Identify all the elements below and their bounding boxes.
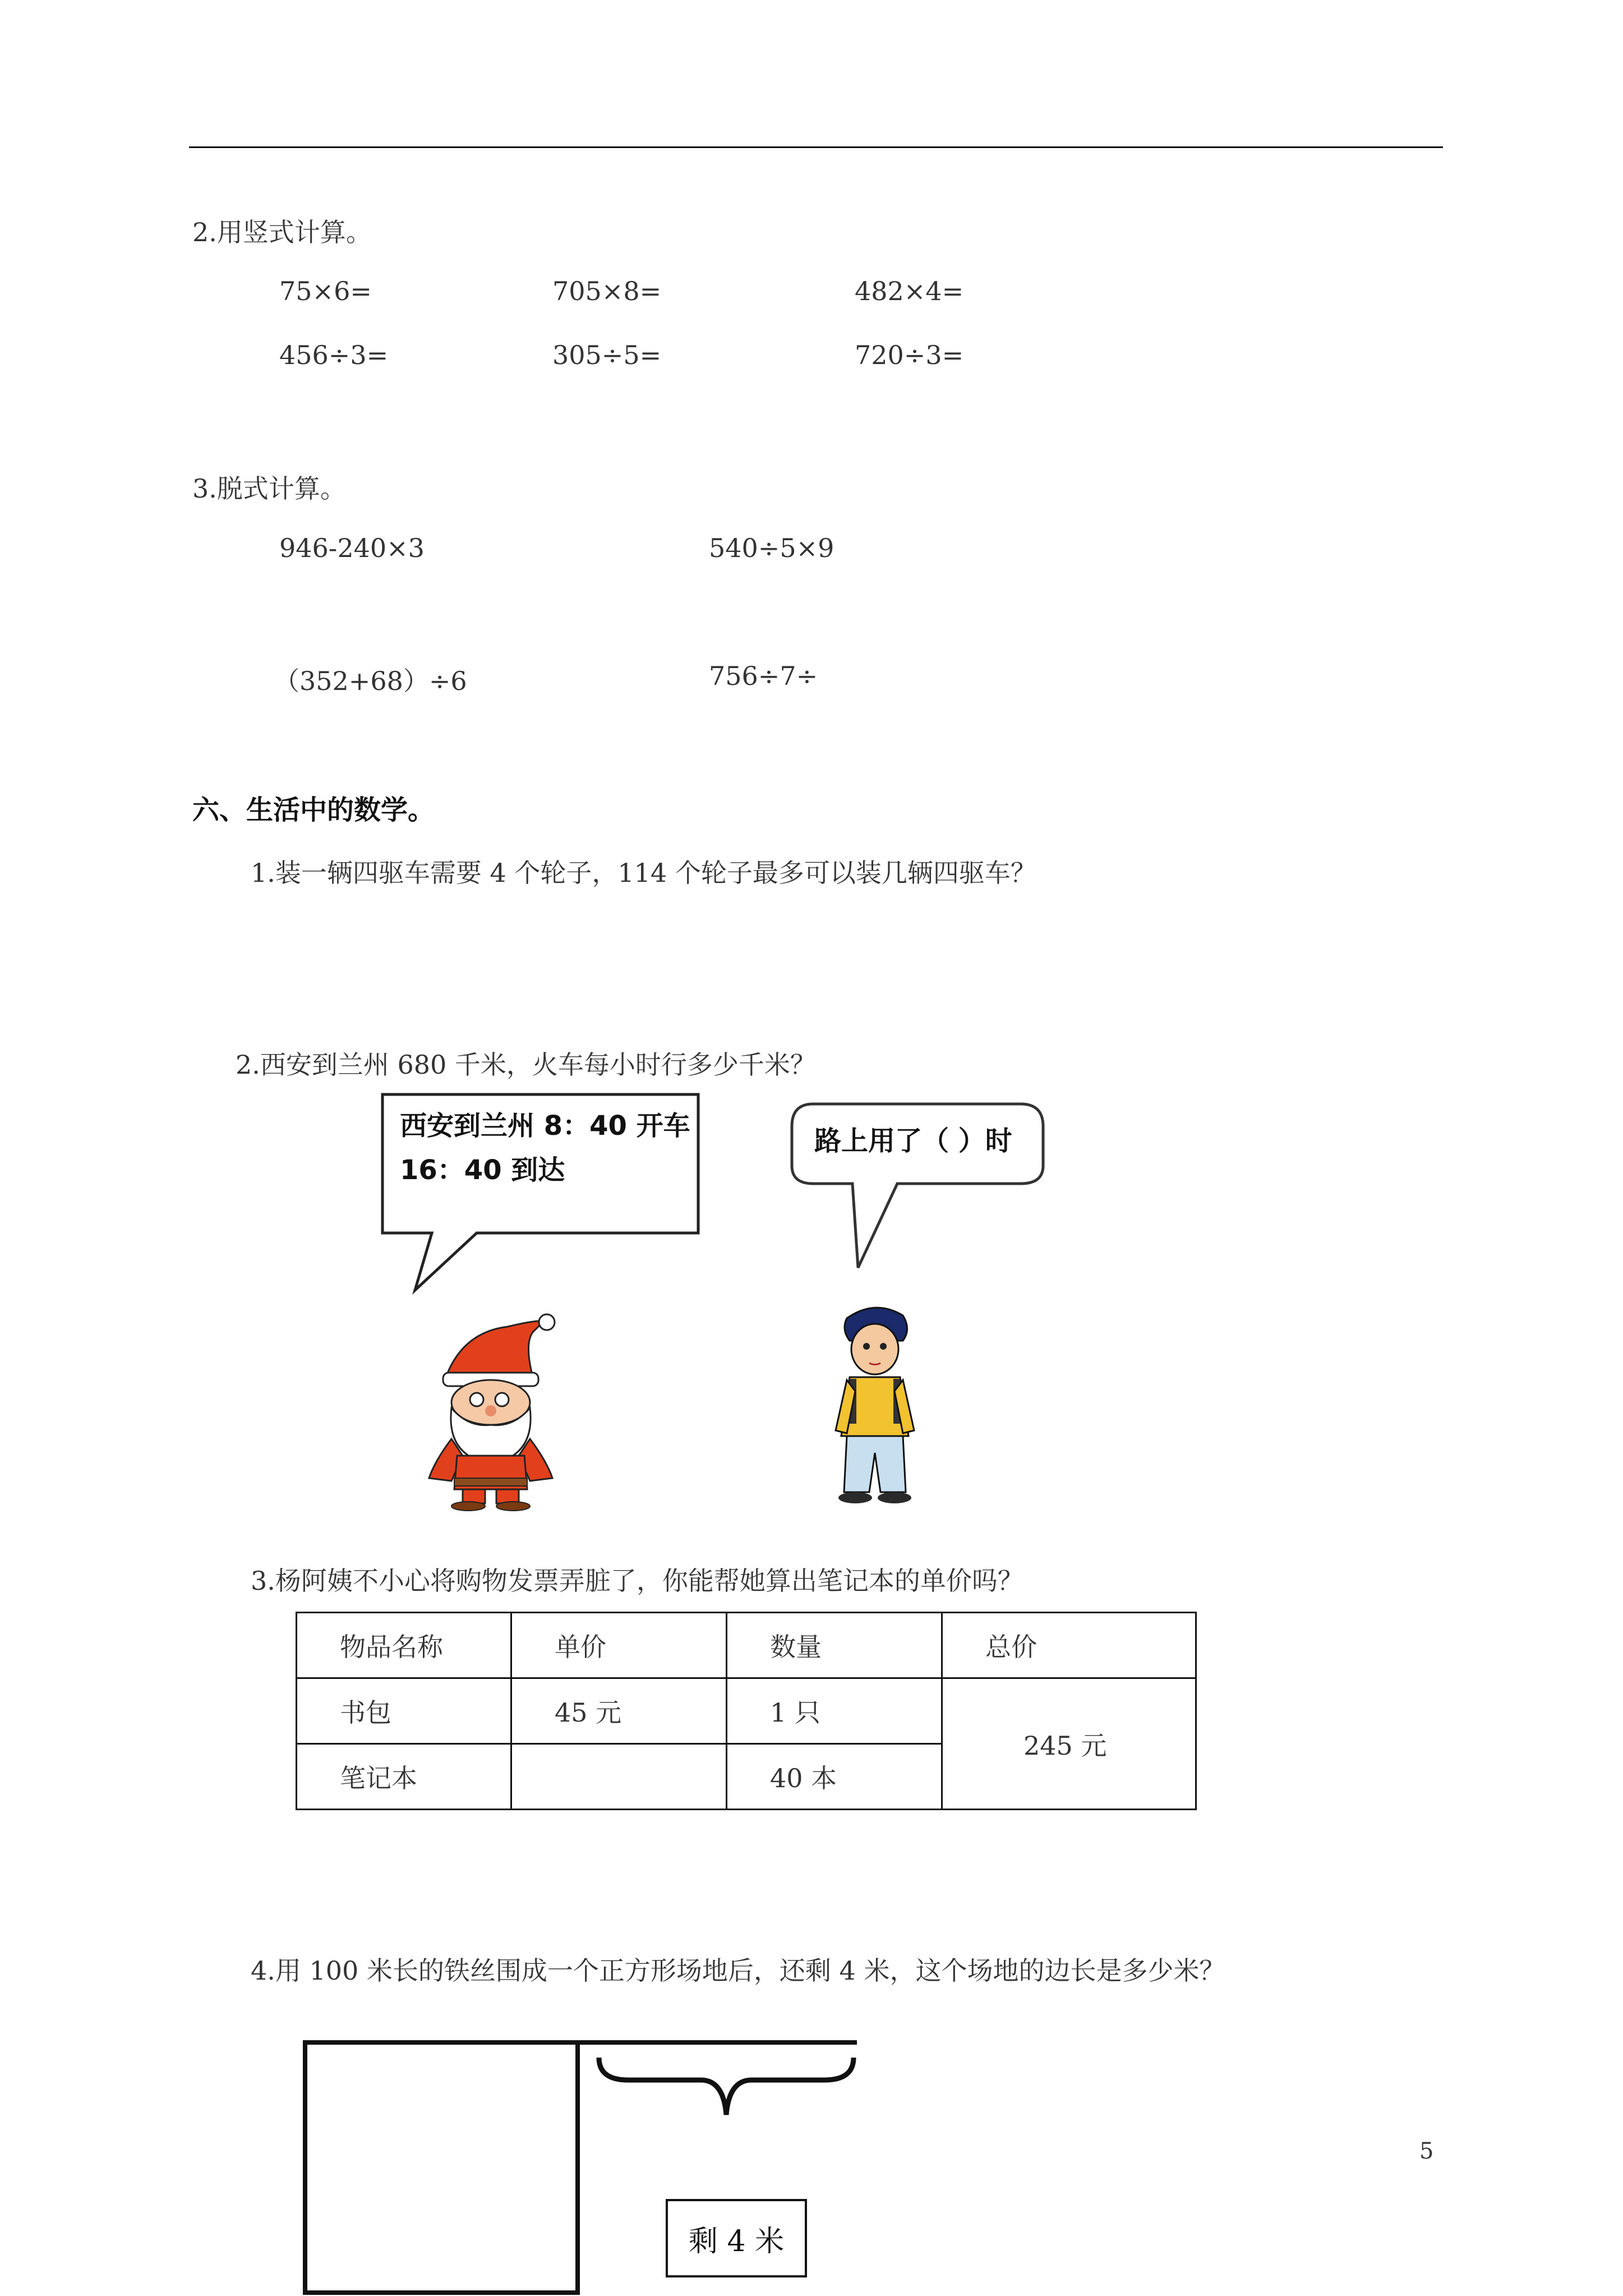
page-number: 5 <box>1419 2138 1434 2164</box>
header-quantity: 数量 <box>727 1613 942 1678</box>
cell-item-notebook: 笔记本 <box>297 1744 511 1810</box>
header-rule <box>189 146 1443 148</box>
curly-brace <box>594 2053 858 2126</box>
cell-qty-notebook: 40 本 <box>727 1744 942 1810</box>
gnome-illustration <box>412 1310 569 1512</box>
section-3-title: 3.脱式计算。 <box>192 473 346 504</box>
problem-352: （352+68）÷6 <box>274 666 467 696</box>
cell-item-bag: 书包 <box>297 1678 511 1744</box>
question-3: 3.杨阿姨不小心将购物发票弄脏了，你能帮她算出笔记本的单价吗？ <box>251 1566 1023 1596</box>
table-row <box>297 1678 1196 1744</box>
header-total: 总价 <box>942 1613 1196 1678</box>
header-item-name: 物品名称 <box>297 1613 511 1678</box>
boy-illustration <box>830 1301 925 1509</box>
problem-720div3: 720÷3= <box>855 340 964 370</box>
bubble-left-line-1: 西安到兰州 8：40 开车 <box>400 1110 690 1142</box>
problem-75x6: 75×6= <box>279 276 372 306</box>
cell-qty-bag: 1 只 <box>727 1678 942 1744</box>
problem-756: 756÷7÷ <box>709 661 818 691</box>
problem-705x8: 705×8= <box>552 276 662 306</box>
bubble-right-text: 路上用了（ ）时 <box>814 1125 1012 1157</box>
table-header-row <box>297 1613 1196 1678</box>
question-2: 2.西安到兰州 680 千米，火车每小时行多少千米？ <box>236 1050 816 1080</box>
remaining-wire-line <box>571 2040 857 2045</box>
question-4: 4.用 100 米长的铁丝围成一个正方形场地后，还剩 4 米，这个场地的边长是多少米？ <box>251 1955 1225 1986</box>
invoice-table <box>296 1612 1197 1810</box>
bubble-left-line-2: 16：40 到达 <box>400 1154 565 1186</box>
problem-482x4: 482×4= <box>855 276 964 306</box>
remaining-label-box <box>666 2199 807 2277</box>
cell-price-notebook <box>511 1744 727 1810</box>
cell-price-bag: 45 元 <box>511 1678 727 1744</box>
header-unit-price: 单价 <box>511 1613 727 1678</box>
problem-540: 540÷5×9 <box>709 533 834 563</box>
section-6-heading: 六、生活中的数学。 <box>192 794 435 826</box>
problem-305div5: 305÷5= <box>552 340 662 370</box>
section-2-title: 2.用竖式计算。 <box>192 217 372 247</box>
square-field <box>303 2040 580 2295</box>
remaining-label: 剩 4 米 <box>688 2224 785 2258</box>
cell-total: 245 元 <box>942 1678 1196 1810</box>
problem-456div3: 456÷3= <box>279 340 389 370</box>
question-1: 1.装一辆四驱车需要 4 个轮子，114 个轮子最多可以装几辆四驱车？ <box>251 858 1036 888</box>
problem-946: 946-240×3 <box>279 533 425 563</box>
